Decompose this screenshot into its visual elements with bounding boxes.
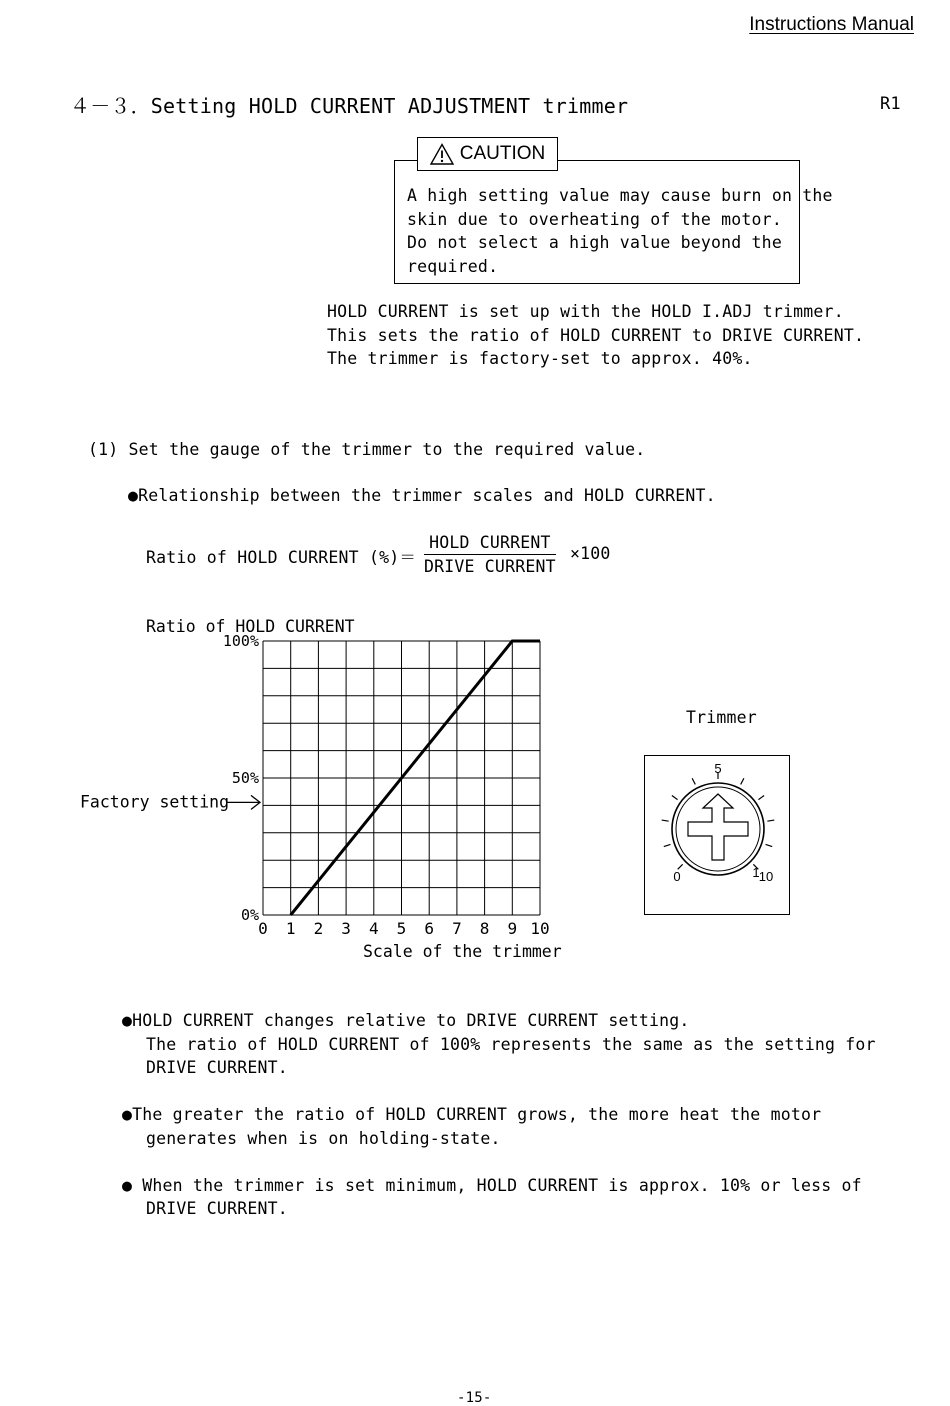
x-tick-label: 10 [530,919,550,938]
section-title: ４－３．Setting HOLD CURRENT ADJUSTMENT trimmer [70,94,629,118]
dial-knob-icon [688,794,748,860]
dial-tick [758,795,764,799]
formula-multiplier: ×100 [570,544,611,563]
dial-outer-ring [672,783,764,875]
formula-fraction [424,533,556,576]
manual-title: Instructions Manual [749,14,914,35]
note-1-line: DRIVE CURRENT. [146,1058,288,1077]
chart-y-ticks [223,632,259,924]
x-tick-label: 6 [424,919,435,938]
dial-tick [766,844,773,846]
x-tick-label: 0 [258,919,268,938]
note-2-line: ●The greater the ratio of HOLD CURRENT grows, the more heat the motor [122,1105,822,1124]
dial-label-0: 0 [673,869,681,884]
x-tick-label: 5 [396,919,407,938]
intro-line: The trimmer is factory-set to approx. 40%. [327,349,753,368]
formula-numerator: HOLD CURRENT [424,533,556,555]
note-3-line: ● When the trimmer is set minimum, HOLD CURRENT is approx. 10% or less of [122,1175,862,1195]
dial-tick [692,778,695,784]
x-tick-label: 9 [507,919,518,938]
x-tick-label: 3 [341,919,351,938]
note-2-line: generates when is on holding-state. [146,1128,501,1148]
chart-xlabel: Scale of the trimmer [363,942,562,961]
note-1-line: The ratio of HOLD CURRENT of 100% represents the same as the setting for [146,1034,876,1054]
dial-tick [767,820,774,821]
y-tick-label: 0% [240,906,259,924]
x-tick-label: 7 [452,919,462,938]
step-1: (1) Set the gauge of the trimmer to the required value. [88,440,646,459]
dial-tick [664,844,671,846]
dial-label-5: 5 [714,761,722,776]
caution-tab [417,137,558,171]
x-tick-label: 8 [479,919,490,938]
trimmer-diagram [644,755,790,915]
formula-denominator: DRIVE CURRENT [424,557,556,576]
dial-label-10: 10 [758,869,774,884]
dial-tick [662,820,669,821]
intro-line: This sets the ratio of HOLD CURRENT to DRIVE CURRENT. [327,325,865,345]
factory-setting-label: Factory setting [80,792,230,812]
chart-ylabel: Ratio of HOLD CURRENT [146,617,355,636]
y-tick-label: 100% [222,632,259,650]
hold-current-chart [0,600,620,970]
caution-text [407,184,833,278]
trimmer-label: Trimmer [686,708,757,727]
factory-setting-arrow-icon [226,795,260,809]
dial-tick [741,778,744,784]
warning-triangle-icon [430,143,454,165]
note-3-line: DRIVE CURRENT. [146,1199,288,1218]
caution-line: skin due to overheating of the motor. [407,209,782,229]
formula-label: Ratio of HOLD CURRENT (%)＝ [146,548,417,567]
caution-line: Do not select a high value beyond the [407,233,782,252]
revision-label: R1 [880,94,901,114]
y-tick-label: 50% [231,769,259,787]
dial-label-1: 1 [752,865,760,880]
dial-tick [672,795,678,799]
intro-text [327,300,864,371]
notes [122,1009,876,1221]
x-tick-label: 2 [313,919,324,938]
caution-label: CAUTION [459,143,546,164]
page-number: -15- [457,1390,492,1406]
x-tick-label: 4 [368,919,379,938]
chart-x-ticks [258,919,549,938]
intro-line: HOLD CURRENT is set up with the HOLD I.ADJ trimmer. [327,302,844,321]
caution-line: required. [407,256,499,276]
note-1-line: ●HOLD CURRENT changes relative to DRIVE CURRENT setting. [122,1011,690,1030]
relationship-heading: ●Relationship between the trimmer scales and HOLD CURRENT. [128,486,716,505]
trimmer-dial-icon [645,756,791,916]
x-tick-label: 1 [285,919,296,938]
caution-line: A high setting value may cause burn on the [407,186,833,205]
